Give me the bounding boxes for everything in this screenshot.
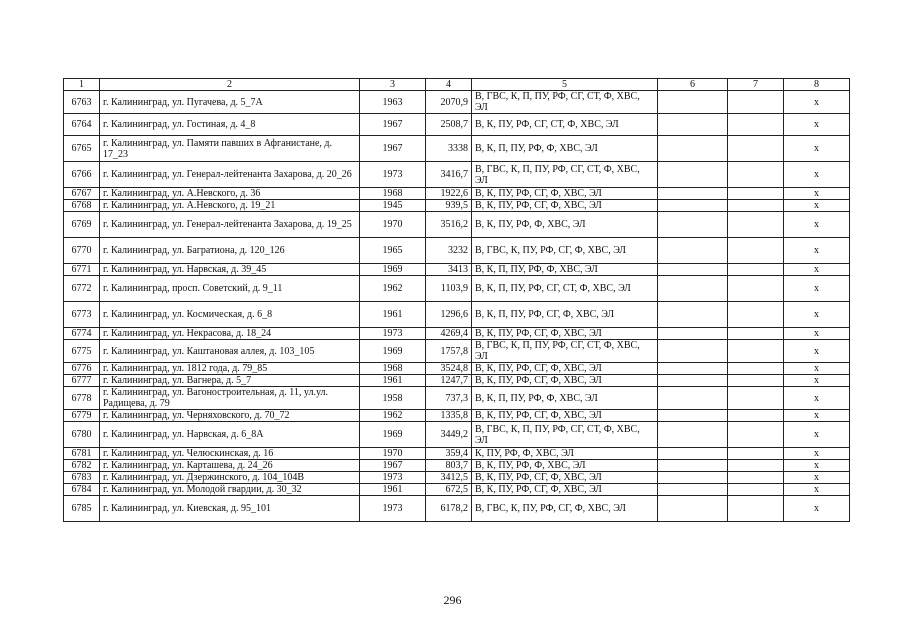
column-7-cell [728, 340, 784, 363]
row-number-cell: 6772 [64, 276, 100, 302]
mark-cell: х [784, 496, 850, 522]
year-cell: 1973 [360, 496, 426, 522]
address-cell: г. Калининград, ул. Нарвская, д. 6_8А [100, 422, 360, 448]
column-6-cell [658, 472, 728, 484]
table-row [64, 200, 850, 212]
page-number: 296 [443, 593, 462, 607]
area-cell: 2508,7 [426, 114, 472, 136]
address-cell: г. Калининград, просп. Советский, д. 9_11 [100, 276, 360, 302]
mark-cell: х [784, 484, 850, 496]
column-6-cell [658, 136, 728, 162]
address-cell: г. Калининград, ул. Челюскинская, д. 16 [100, 448, 360, 460]
year-cell: 1963 [360, 91, 426, 114]
column-6-cell [658, 375, 728, 387]
column-7-cell [728, 188, 784, 200]
column-header: 5 [472, 79, 658, 91]
mark-cell: х [784, 114, 850, 136]
year-cell: 1967 [360, 136, 426, 162]
table-row [64, 162, 850, 188]
table-row [64, 136, 850, 162]
area-cell: 3449,2 [426, 422, 472, 448]
mark-cell: х [784, 276, 850, 302]
year-cell: 1967 [360, 114, 426, 136]
address-cell: г. Калининград, ул. Черняховского, д. 70_72 [100, 410, 360, 422]
table-row [64, 212, 850, 238]
address-cell: г. Калининград, ул. Памяти павших в Афганистане, д. 17_23 [100, 136, 360, 162]
row-number-cell: 6781 [64, 448, 100, 460]
column-header: 7 [728, 79, 784, 91]
year-cell: 1961 [360, 484, 426, 496]
row-number-cell: 6763 [64, 91, 100, 114]
mark-cell: х [784, 136, 850, 162]
column-7-cell [728, 136, 784, 162]
area-cell: 1922,6 [426, 188, 472, 200]
column-header: 1 [64, 79, 100, 91]
column-7-cell [728, 302, 784, 328]
area-cell: 6178,2 [426, 496, 472, 522]
area-cell: 3524,8 [426, 363, 472, 375]
area-cell: 3232 [426, 238, 472, 264]
services-cell: В, К, П, ПУ, РФ, СГ, Ф, ХВС, ЭЛ [472, 302, 658, 328]
year-cell: 1969 [360, 340, 426, 363]
services-cell: В, ГВС, К, П, ПУ, РФ, СГ, СТ, Ф, ХВС, ЭЛ [472, 340, 658, 363]
address-cell: г. Калининград, ул. Генерал-лейтенанта Захарова, д. 19_25 [100, 212, 360, 238]
area-cell: 737,3 [426, 387, 472, 410]
mark-cell: х [784, 200, 850, 212]
column-header: 8 [784, 79, 850, 91]
row-number-cell: 6771 [64, 264, 100, 276]
table-row [64, 114, 850, 136]
services-cell: В, К, ПУ, РФ, СГ, Ф, ХВС, ЭЛ [472, 410, 658, 422]
area-cell: 1296,6 [426, 302, 472, 328]
column-7-cell [728, 162, 784, 188]
column-7-cell [728, 264, 784, 276]
year-cell: 1970 [360, 212, 426, 238]
services-cell: В, ГВС, К, П, ПУ, РФ, СГ, СТ, Ф, ХВС, ЭЛ [472, 162, 658, 188]
area-cell: 3416,7 [426, 162, 472, 188]
services-cell: В, К, ПУ, РФ, СГ, Ф, ХВС, ЭЛ [472, 328, 658, 340]
area-cell: 1757,8 [426, 340, 472, 363]
year-cell: 1945 [360, 200, 426, 212]
area-cell: 2070,9 [426, 91, 472, 114]
services-cell: В, ГВС, К, П, ПУ, РФ, СГ, СТ, Ф, ХВС, ЭЛ [472, 422, 658, 448]
year-cell: 1973 [360, 472, 426, 484]
column-header: 6 [658, 79, 728, 91]
table-row [64, 302, 850, 328]
area-cell: 1103,9 [426, 276, 472, 302]
column-6-cell [658, 363, 728, 375]
year-cell: 1961 [360, 375, 426, 387]
column-6-cell [658, 460, 728, 472]
column-6-cell [658, 188, 728, 200]
column-7-cell [728, 375, 784, 387]
column-7-cell [728, 387, 784, 410]
mark-cell: х [784, 387, 850, 410]
table-row [64, 264, 850, 276]
services-cell: В, ГВС, К, П, ПУ, РФ, СГ, СТ, Ф, ХВС, ЭЛ [472, 91, 658, 114]
mark-cell: х [784, 340, 850, 363]
table-row [64, 387, 850, 410]
mark-cell: х [784, 328, 850, 340]
column-7-cell [728, 484, 784, 496]
column-6-cell [658, 387, 728, 410]
column-6-cell [658, 448, 728, 460]
table-row [64, 363, 850, 375]
column-7-cell [728, 496, 784, 522]
mark-cell: х [784, 212, 850, 238]
year-cell: 1958 [360, 387, 426, 410]
year-cell: 1967 [360, 460, 426, 472]
address-cell: г. Калининград, ул. Дзержинского, д. 104_104В [100, 472, 360, 484]
column-6-cell [658, 212, 728, 238]
mark-cell: х [784, 302, 850, 328]
mark-cell: х [784, 460, 850, 472]
table-row [64, 340, 850, 363]
column-6-cell [658, 162, 728, 188]
column-6-cell [658, 200, 728, 212]
mark-cell: х [784, 91, 850, 114]
services-cell: В, ГВС, К, ПУ, РФ, СГ, Ф, ХВС, ЭЛ [472, 238, 658, 264]
row-number-cell: 6770 [64, 238, 100, 264]
year-cell: 1969 [360, 422, 426, 448]
column-6-cell [658, 410, 728, 422]
column-6-cell [658, 276, 728, 302]
table-row [64, 422, 850, 448]
table-row [64, 460, 850, 472]
year-cell: 1962 [360, 410, 426, 422]
column-6-cell [658, 340, 728, 363]
column-7-cell [728, 200, 784, 212]
column-6-cell [658, 302, 728, 328]
column-7-cell [728, 410, 784, 422]
area-cell: 1247,7 [426, 375, 472, 387]
mark-cell: х [784, 375, 850, 387]
column-6-cell [658, 422, 728, 448]
services-cell: В, К, ПУ, РФ, Ф, ХВС, ЭЛ [472, 212, 658, 238]
services-cell: В, К, ПУ, РФ, СГ, СТ, Ф, ХВС, ЭЛ [472, 114, 658, 136]
row-number-cell: 6767 [64, 188, 100, 200]
table-header-row [64, 79, 850, 91]
table-row [64, 188, 850, 200]
services-cell: В, К, ПУ, РФ, СГ, Ф, ХВС, ЭЛ [472, 188, 658, 200]
housing-registry-table [63, 78, 850, 522]
address-cell: г. Калининград, ул. А.Невского, д. 19_21 [100, 200, 360, 212]
row-number-cell: 6773 [64, 302, 100, 328]
services-cell: К, ПУ, РФ, Ф, ХВС, ЭЛ [472, 448, 658, 460]
row-number-cell: 6766 [64, 162, 100, 188]
address-cell: г. Калининград, ул. Космическая, д. 6_8 [100, 302, 360, 328]
address-cell: г. Калининград, ул. Нарвская, д. 39_45 [100, 264, 360, 276]
row-number-cell: 6779 [64, 410, 100, 422]
year-cell: 1968 [360, 363, 426, 375]
address-cell: г. Калининград, ул. Киевская, д. 95_101 [100, 496, 360, 522]
year-cell: 1965 [360, 238, 426, 264]
column-6-cell [658, 496, 728, 522]
mark-cell: х [784, 363, 850, 375]
column-header: 3 [360, 79, 426, 91]
address-cell: г. Калининград, ул. 1812 года, д. 79_85 [100, 363, 360, 375]
services-cell: В, К, П, ПУ, РФ, Ф, ХВС, ЭЛ [472, 387, 658, 410]
services-cell: В, К, ПУ, РФ, СГ, Ф, ХВС, ЭЛ [472, 484, 658, 496]
mark-cell: х [784, 472, 850, 484]
table-row [64, 448, 850, 460]
mark-cell: х [784, 264, 850, 276]
row-number-cell: 6776 [64, 363, 100, 375]
row-number-cell: 6782 [64, 460, 100, 472]
year-cell: 1961 [360, 302, 426, 328]
column-header: 2 [100, 79, 360, 91]
year-cell: 1962 [360, 276, 426, 302]
services-cell: В, К, ПУ, РФ, СГ, Ф, ХВС, ЭЛ [472, 375, 658, 387]
column-7-cell [728, 114, 784, 136]
services-cell: В, К, ПУ, РФ, СГ, Ф, ХВС, ЭЛ [472, 363, 658, 375]
mark-cell: х [784, 188, 850, 200]
year-cell: 1970 [360, 448, 426, 460]
column-6-cell [658, 484, 728, 496]
row-number-cell: 6777 [64, 375, 100, 387]
table-body [64, 91, 850, 522]
year-cell: 1973 [360, 328, 426, 340]
services-cell: В, К, П, ПУ, РФ, СГ, СТ, Ф, ХВС, ЭЛ [472, 276, 658, 302]
services-cell: В, ГВС, К, ПУ, РФ, СГ, Ф, ХВС, ЭЛ [472, 496, 658, 522]
address-cell: г. Калининград, ул. Гостиная, д. 4_8 [100, 114, 360, 136]
row-number-cell: 6765 [64, 136, 100, 162]
table-row [64, 484, 850, 496]
table-row [64, 328, 850, 340]
row-number-cell: 6774 [64, 328, 100, 340]
area-cell: 359,4 [426, 448, 472, 460]
mark-cell: х [784, 448, 850, 460]
address-cell: г. Калининград, ул. Багратиона, д. 120_126 [100, 238, 360, 264]
address-cell: г. Калининград, ул. Некрасова, д. 18_24 [100, 328, 360, 340]
column-7-cell [728, 363, 784, 375]
column-7-cell [728, 212, 784, 238]
table-row [64, 91, 850, 114]
column-7-cell [728, 448, 784, 460]
mark-cell: х [784, 410, 850, 422]
row-number-cell: 6764 [64, 114, 100, 136]
column-6-cell [658, 238, 728, 264]
column-6-cell [658, 91, 728, 114]
table-row [64, 238, 850, 264]
year-cell: 1968 [360, 188, 426, 200]
address-cell: г. Калининград, ул. Каштановая аллея, д. 103_105 [100, 340, 360, 363]
column-6-cell [658, 328, 728, 340]
mark-cell: х [784, 162, 850, 188]
table-row [64, 496, 850, 522]
area-cell: 672,5 [426, 484, 472, 496]
area-cell: 3412,5 [426, 472, 472, 484]
area-cell: 939,5 [426, 200, 472, 212]
area-cell: 803,7 [426, 460, 472, 472]
address-cell: г. Калининград, ул. Вагнера, д. 5_7 [100, 375, 360, 387]
row-number-cell: 6768 [64, 200, 100, 212]
area-cell: 4269,4 [426, 328, 472, 340]
address-cell: г. Калининград, ул. Вагоностроительная, д. 11, ул.ул. Радищева, д. 79 [100, 387, 360, 410]
row-number-cell: 6780 [64, 422, 100, 448]
column-7-cell [728, 276, 784, 302]
area-cell: 3516,2 [426, 212, 472, 238]
area-cell: 3338 [426, 136, 472, 162]
services-cell: В, К, П, ПУ, РФ, Ф, ХВС, ЭЛ [472, 136, 658, 162]
address-cell: г. Калининград, ул. Пугачева, д. 5_7А [100, 91, 360, 114]
column-header: 4 [426, 79, 472, 91]
row-number-cell: 6769 [64, 212, 100, 238]
area-cell: 3413 [426, 264, 472, 276]
services-cell: В, К, ПУ, РФ, СГ, Ф, ХВС, ЭЛ [472, 200, 658, 212]
address-cell: г. Калининград, ул. Молодой гвардии, д. 30_32 [100, 484, 360, 496]
row-number-cell: 6778 [64, 387, 100, 410]
table-row [64, 410, 850, 422]
table-row [64, 472, 850, 484]
services-cell: В, К, ПУ, РФ, СГ, Ф, ХВС, ЭЛ [472, 472, 658, 484]
area-cell: 1335,8 [426, 410, 472, 422]
table-row [64, 276, 850, 302]
address-cell: г. Калининград, ул. А.Невского, д. 36 [100, 188, 360, 200]
services-cell: В, К, П, ПУ, РФ, Ф, ХВС, ЭЛ [472, 264, 658, 276]
column-6-cell [658, 114, 728, 136]
year-cell: 1973 [360, 162, 426, 188]
row-number-cell: 6785 [64, 496, 100, 522]
row-number-cell: 6775 [64, 340, 100, 363]
column-7-cell [728, 460, 784, 472]
address-cell: г. Калининград, ул. Генерал-лейтенанта Захарова, д. 20_26 [100, 162, 360, 188]
column-7-cell [728, 238, 784, 264]
table-row [64, 375, 850, 387]
column-7-cell [728, 328, 784, 340]
row-number-cell: 6784 [64, 484, 100, 496]
column-7-cell [728, 91, 784, 114]
column-7-cell [728, 472, 784, 484]
mark-cell: х [784, 238, 850, 264]
services-cell: В, К, ПУ, РФ, Ф, ХВС, ЭЛ [472, 460, 658, 472]
column-6-cell [658, 264, 728, 276]
address-cell: г. Калининград, ул. Карташева, д. 24_26 [100, 460, 360, 472]
year-cell: 1969 [360, 264, 426, 276]
row-number-cell: 6783 [64, 472, 100, 484]
mark-cell: х [784, 422, 850, 448]
column-7-cell [728, 422, 784, 448]
